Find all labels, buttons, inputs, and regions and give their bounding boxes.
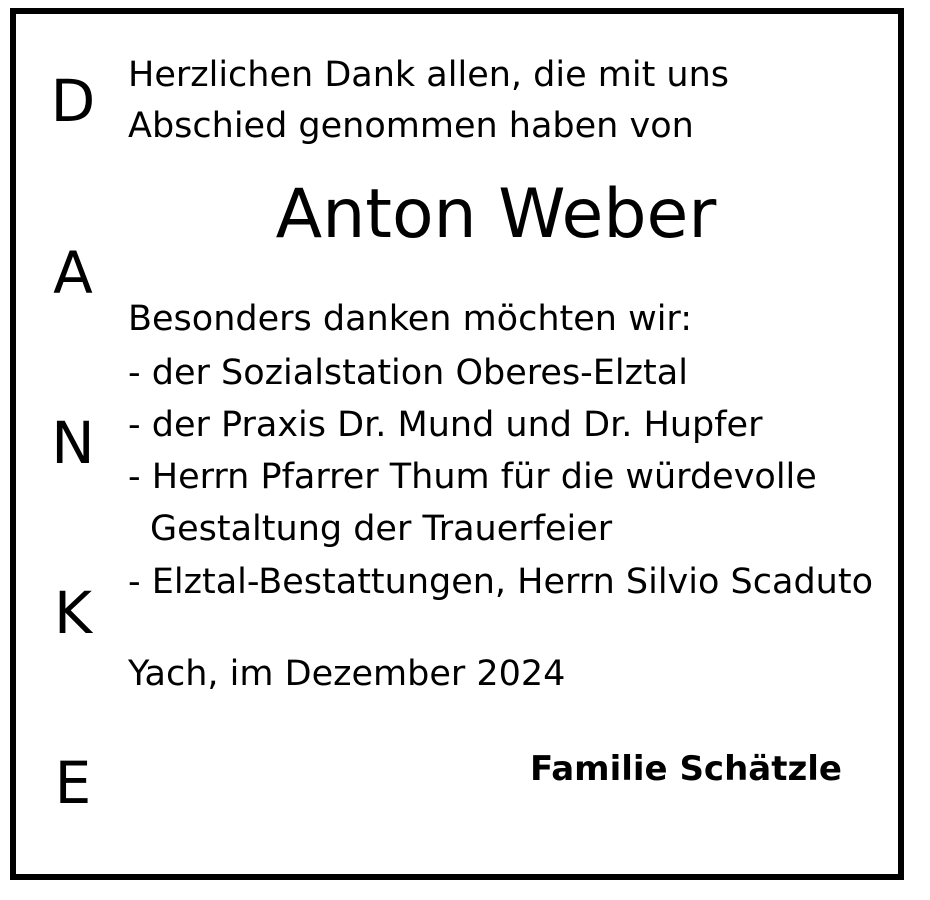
list-item: - der Sozialstation Oberes-Elztal [128,353,688,394]
thanks-heading: Besonders danken möchten wir: [128,299,692,340]
family-signature: Familie Schätzle [529,748,842,789]
place-and-date: Yach, im Dezember 2024 [128,653,566,694]
acrostic-letter-1: D [50,67,96,135]
acrostic-letter-3: N [51,409,95,477]
notice-inner [16,14,898,874]
list-item: - Herrn Pfarrer Thum für die würdevolle [128,457,817,498]
deceased-name: Anton Weber [275,174,717,254]
list-item: - der Praxis Dr. Mund und Dr. Hupfer [128,405,763,446]
acrostic-column [34,67,112,832]
acrostic-letter-5: E [54,749,92,817]
thanks-list [128,347,884,608]
acrostic-letter-4: K [53,579,93,647]
intro-text [128,50,884,152]
acrostic-letter-2: A [53,239,93,307]
intro-line-1: Herzlichen Dank allen, die mit uns [128,55,730,95]
memorial-notice-card [10,8,904,880]
intro-line-2: Abschied genommen haben von [128,105,694,146]
list-item-continuation: Gestaltung der Trauerfeier [150,509,613,550]
notice-content [128,50,884,789]
list-item: - Elztal-Bestattungen, Herrn Silvio Scaduto [128,561,873,602]
